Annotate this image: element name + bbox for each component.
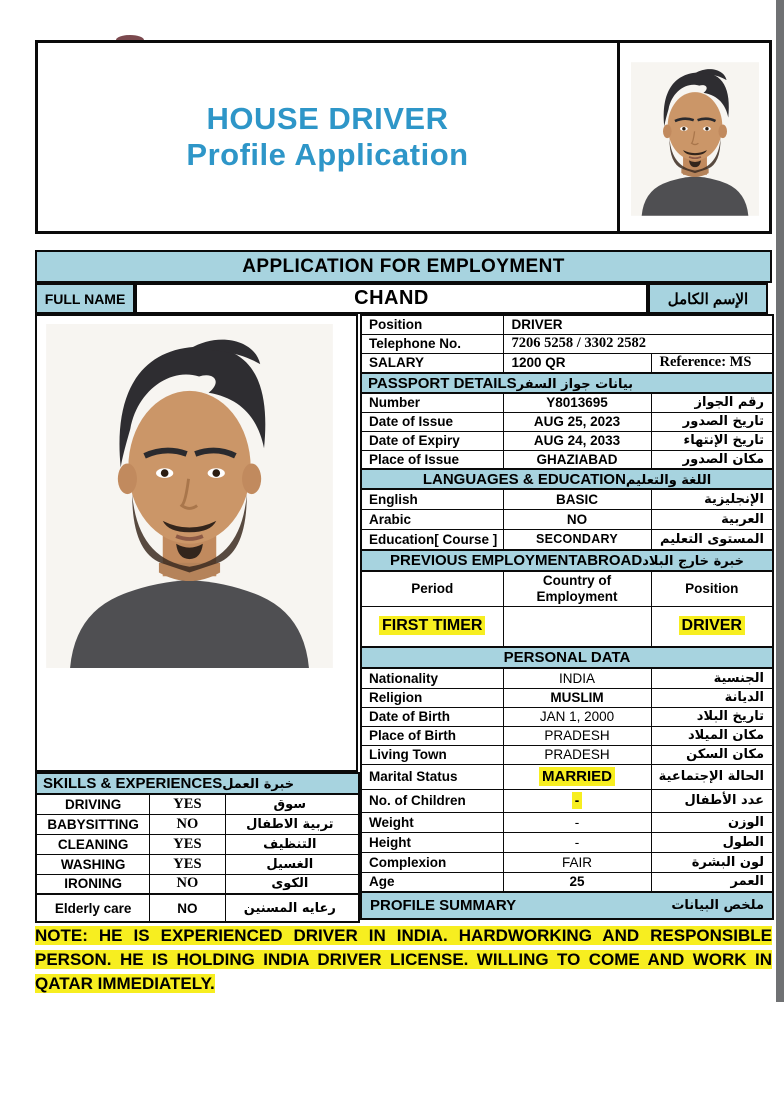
employment-header-ar: خبرة خارج البلاد — [642, 554, 745, 569]
nationality-label: Nationality — [361, 668, 503, 688]
table-row — [361, 529, 773, 550]
place-of-birth-arabic: مكان الميلاد — [651, 726, 773, 745]
complexion-value: FAIR — [503, 852, 651, 872]
profile-summary-header — [361, 892, 773, 919]
date-of-issue-arabic: تاريخ الصدور — [651, 412, 773, 431]
driving-value: YES — [150, 794, 225, 814]
washing-value: YES — [150, 854, 225, 874]
place-of-issue-label: Place of Issue — [361, 450, 503, 469]
ironing-arabic: الكوى — [225, 874, 359, 894]
title-line-1: HOUSE DRIVER — [206, 101, 449, 137]
children-label: No. of Children — [361, 789, 503, 812]
education-arabic: المستوى التعليم — [651, 529, 773, 550]
marital-status-value: MARRIED — [503, 764, 651, 789]
weight-label: Weight — [361, 812, 503, 832]
place-of-issue-arabic: مكان الصدور — [651, 450, 773, 469]
ironing-label: IRONING — [36, 874, 150, 894]
marital-status-label: Marital Status — [361, 764, 503, 789]
document-header — [35, 40, 772, 234]
table-row — [361, 412, 773, 431]
english-label: English — [361, 489, 503, 509]
profile-summary-ar: ملخص البيانات — [671, 898, 765, 913]
details-table — [360, 314, 774, 920]
employment-section-header — [361, 550, 773, 571]
table-row — [361, 726, 773, 745]
nationality-value: INDIA — [503, 668, 651, 688]
application-for-employment-bar: APPLICATION FOR EMPLOYMENT — [35, 250, 772, 283]
skills-header-ar: خبرة العمل — [222, 777, 295, 792]
table-row — [361, 334, 773, 353]
weight-value: - — [503, 812, 651, 832]
table-row — [361, 688, 773, 707]
passport-number-value: Y8013695 — [503, 393, 651, 412]
passport-header-en: PASSPORT DETAILS — [368, 374, 517, 392]
salary-label: SALARY — [361, 353, 503, 373]
living-town-arabic: مكان السكن — [651, 745, 773, 764]
skills-header-row — [36, 773, 359, 794]
living-town-value: PRADESH — [503, 745, 651, 764]
position-value: DRIVER — [503, 315, 773, 334]
table-row — [361, 450, 773, 469]
passport-number-arabic: رقم الجواز — [651, 393, 773, 412]
table-row — [361, 315, 773, 334]
washing-arabic: الغسيل — [225, 854, 359, 874]
skill-row — [36, 874, 359, 894]
education-label: Education[ Course ] — [361, 529, 503, 550]
cleaning-value: YES — [150, 834, 225, 854]
period-value: FIRST TIMER — [361, 606, 503, 647]
table-row — [361, 812, 773, 832]
complexion-arabic: لون البشرة — [651, 852, 773, 872]
employment-position-value: DRIVER — [651, 606, 773, 647]
date-of-issue-label: Date of Issue — [361, 412, 503, 431]
skills-table — [35, 772, 360, 923]
country-column-header: Country of Employment — [503, 571, 651, 606]
elderly-care-value: NO — [150, 894, 225, 922]
place-of-issue-value: GHAZIABAD — [503, 450, 651, 469]
table-row — [361, 393, 773, 412]
passport-number-label: Number — [361, 393, 503, 412]
skills-header-en: SKILLS & EXPERIENCES — [43, 775, 223, 792]
telephone-label: Telephone No. — [361, 334, 503, 353]
babysitting-arabic: تربية الاطفال — [225, 814, 359, 834]
age-label: Age — [361, 872, 503, 892]
skill-row — [36, 854, 359, 874]
table-row — [361, 764, 773, 789]
employment-values-row — [361, 606, 773, 647]
salary-value: 1200 QR — [503, 353, 651, 373]
passport-header-ar: بيانات جواز السفر — [516, 376, 634, 392]
ironing-value: NO — [150, 874, 225, 894]
table-row — [361, 832, 773, 852]
height-arabic: الطول — [651, 832, 773, 852]
children-value: - — [503, 789, 651, 812]
title-line-2: Profile Application — [186, 137, 469, 172]
skill-row — [36, 814, 359, 834]
elderly-care-arabic: رعايه المسنين — [225, 894, 359, 922]
cleaning-arabic: التنظيف — [225, 834, 359, 854]
age-arabic: العمر — [651, 872, 773, 892]
note-text: NOTE: HE IS EXPERIENCED DRIVER IN INDIA. HARDWORKING AND RESPONSIBLE PERSON. HE IS HOLDING INDIA DRIVER LICENSE. WILLING TO COME AND WORK IN QATAR IMMEDIATELY. — [35, 926, 772, 993]
languages-header-ar: اللغة والتعليم — [625, 472, 712, 488]
note-paragraph — [35, 924, 772, 996]
height-value: - — [503, 832, 651, 852]
languages-section-header — [361, 469, 773, 489]
skill-row — [36, 834, 359, 854]
age-value: 25 — [503, 872, 651, 892]
driving-label: DRIVING — [36, 794, 150, 814]
nationality-arabic: الجنسية — [651, 668, 773, 688]
english-arabic: الإنجليزية — [651, 489, 773, 509]
date-of-expiry-arabic: تاريخ الإنتهاء — [651, 431, 773, 450]
period-column-header: Period — [361, 571, 503, 606]
babysitting-value: NO — [150, 814, 225, 834]
place-of-birth-label: Place of Birth — [361, 726, 503, 745]
page-edge-strip — [776, 0, 784, 1002]
living-town-label: Living Town — [361, 745, 503, 764]
arabic-value: NO — [503, 509, 651, 529]
personal-data-header: PERSONAL DATA — [361, 647, 773, 668]
table-row — [361, 872, 773, 892]
skill-row — [36, 794, 359, 814]
children-arabic: عدد الأطفال — [651, 789, 773, 812]
education-value: SECONDARY — [503, 529, 651, 550]
profile-summary-en: PROFILE SUMMARY — [370, 897, 517, 914]
washing-label: WASHING — [36, 854, 150, 874]
full-name-label-arabic: الإسم الكامل — [648, 283, 768, 314]
full-name-label: FULL NAME — [35, 283, 135, 314]
table-row — [361, 489, 773, 509]
religion-arabic: الديانة — [651, 688, 773, 707]
driving-arabic: سوق — [225, 794, 359, 814]
religion-label: Religion — [361, 688, 503, 707]
elderly-care-label: Elderly care — [36, 894, 150, 922]
main-photo-frame — [35, 314, 358, 772]
cleaning-label: CLEANING — [36, 834, 150, 854]
date-of-birth-arabic: تاريخ البلاد — [651, 707, 773, 726]
marital-status-arabic: الحالة الإجتماعية — [651, 764, 773, 789]
table-row — [361, 431, 773, 450]
place-of-birth-value: PRADESH — [503, 726, 651, 745]
arabic-label: Arabic — [361, 509, 503, 529]
employment-header-en: PREVIOUS EMPLOYMENTABROAD — [389, 552, 643, 569]
height-label: Height — [361, 832, 503, 852]
applicant-photo-small — [631, 57, 759, 221]
date-of-birth-value: JAN 1, 2000 — [503, 707, 651, 726]
employment-columns-row — [361, 571, 773, 606]
salary-reference: Reference: MS — [651, 353, 773, 373]
complexion-label: Complexion — [361, 852, 503, 872]
header-photo-frame — [617, 43, 769, 231]
table-row — [361, 789, 773, 812]
full-name-value: CHAND — [135, 283, 648, 314]
skill-row — [36, 894, 359, 922]
date-of-birth-label: Date of Birth — [361, 707, 503, 726]
position-label: Position — [361, 315, 503, 334]
date-of-expiry-label: Date of Expiry — [361, 431, 503, 450]
date-of-expiry-value: AUG 24, 2033 — [503, 431, 651, 450]
arabic-arabic: العربية — [651, 509, 773, 529]
position-column-header: Position — [651, 571, 773, 606]
table-row — [361, 707, 773, 726]
weight-arabic: الوزن — [651, 812, 773, 832]
english-value: BASIC — [503, 489, 651, 509]
country-value — [503, 606, 651, 647]
table-row — [361, 745, 773, 764]
table-row — [361, 509, 773, 529]
languages-header-en: LANGUAGES & EDUCATION — [422, 470, 626, 488]
babysitting-label: BABYSITTING — [36, 814, 150, 834]
religion-value: MUSLIM — [503, 688, 651, 707]
telephone-value: 7206 5258 / 3302 2582 — [503, 334, 773, 353]
document-title — [38, 43, 617, 231]
table-row — [361, 852, 773, 872]
passport-section-header — [361, 373, 773, 393]
table-row — [361, 668, 773, 688]
table-row — [361, 353, 773, 373]
applicant-photo-large — [43, 324, 336, 668]
date-of-issue-value: AUG 25, 2023 — [503, 412, 651, 431]
